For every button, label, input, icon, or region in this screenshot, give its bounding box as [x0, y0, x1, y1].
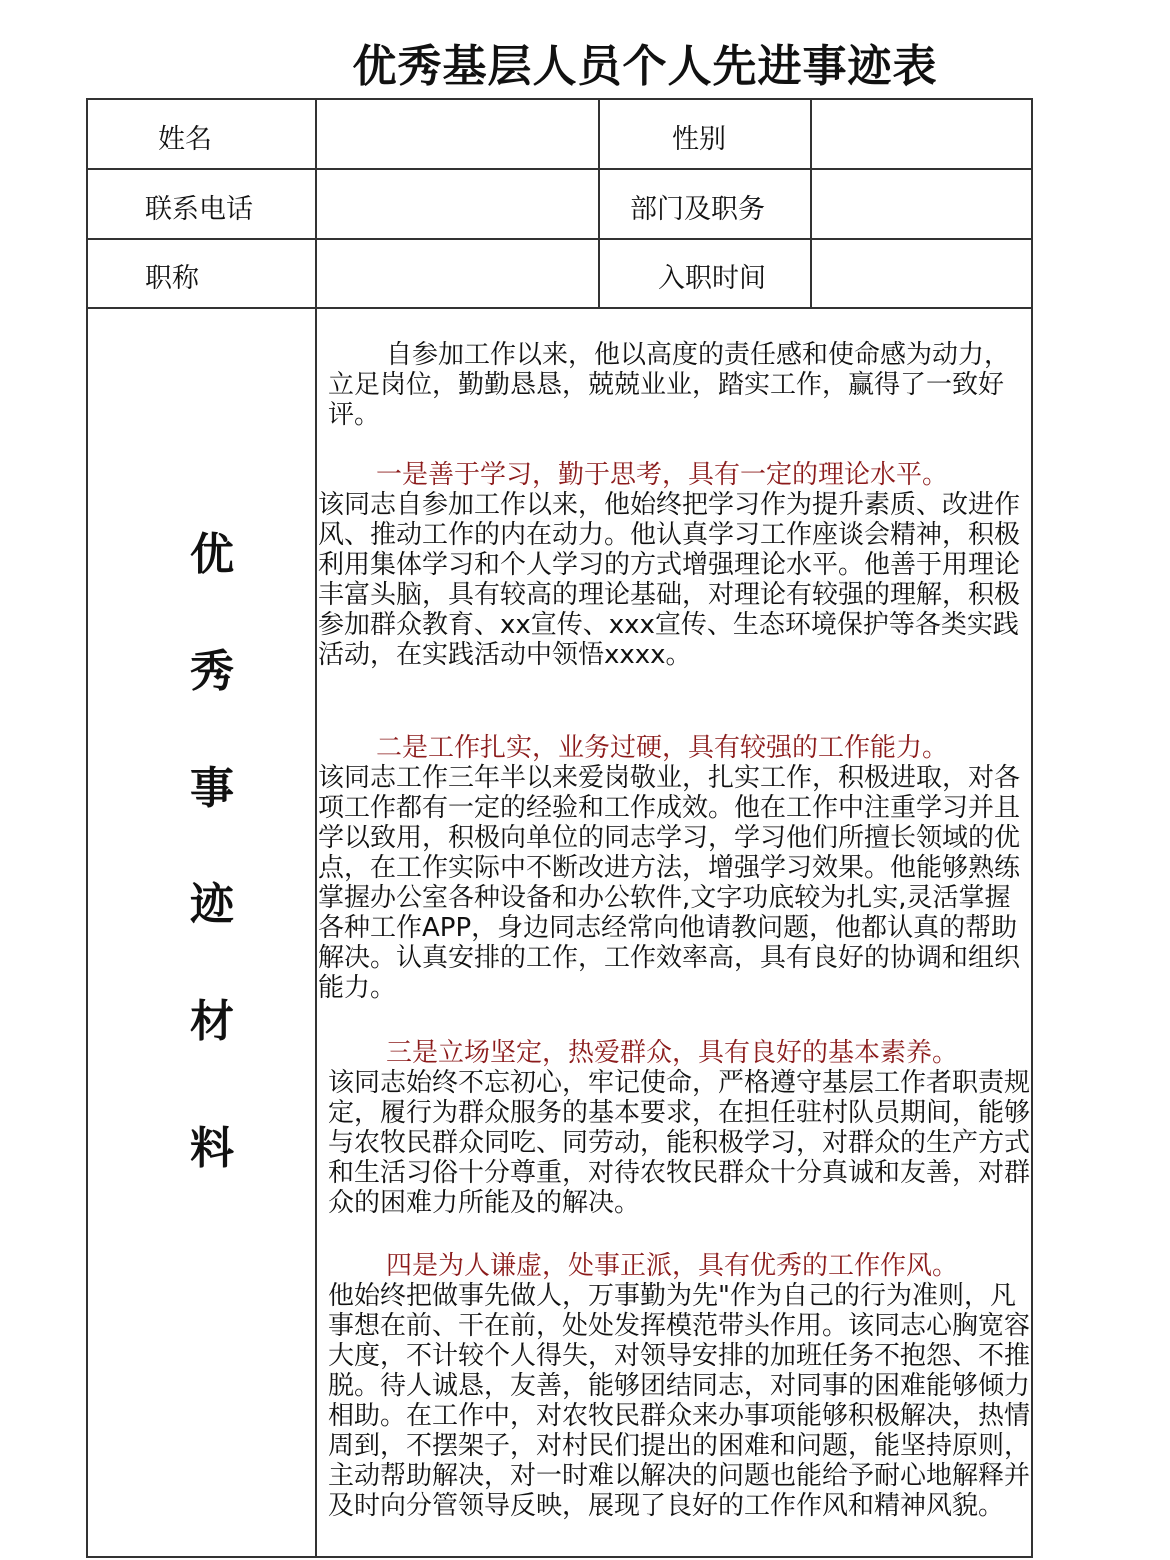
column-divider: [810, 98, 812, 309]
side-label-char: 迹: [190, 879, 234, 930]
side-label-char: 优: [190, 529, 234, 580]
row-divider: [86, 168, 1033, 170]
table-border-top: [86, 98, 1033, 100]
title-rank-label: 职称: [145, 263, 199, 294]
side-label-char: 秀: [190, 646, 234, 697]
side-label-char: 料: [190, 1123, 234, 1174]
section-heading: 四是为人谦虚，处事正派，具有优秀的工作作风。: [386, 1251, 959, 1281]
column-divider: [598, 98, 600, 309]
page-title: 优秀基层人员个人先进事迹表: [352, 41, 938, 92]
table-border-bottom: [86, 1556, 1033, 1558]
section-heading: 三是立场坚定，热爱群众，具有良好的基本素养。: [386, 1038, 959, 1068]
section-body: 他始终把做事先做人，万事勤为先"作为自己的行为准则，凡事想在前、干在前，处处发挥模范带头作用。该同志心胸宽容大度，不计较个人得失，对领导安排的加班任务不抱怨、不推脱。待人诚恳，友善，能够团结同志，对同事的困难能够倾力相助。在工作中，对农牧民群众来办事项能够积极解决，热情周到，不摆架子，对村民们提出的困难和问题，能坚持原则，主动帮助解决，对一时难以解决的问题也能给予耐心地解释并及时向分管领导反映，展现了良好的工作作风和精神风貌。: [328, 1281, 1031, 1521]
name-label: 姓名: [158, 124, 212, 155]
column-divider: [315, 98, 317, 1558]
section-body: 该同志工作三年半以来爱岗敬业，扎实工作，积极进取，对各项工作都有一定的经验和工作成效。他在工作中注重学习并且学以致用，积极向单位的同志学习，学习他们所擅长领域的优点，在工作实际中不断改进方法，增强学习效果。他能够熟练掌握办公室各种设备和办公软件,文字功底较为扎实,灵活掌握各种工作APP，身边同志经常向他请教问题，他都认真的帮助解决。认真安排的工作，工作效率高，具有良好的协调和组织能力。: [318, 763, 1021, 1003]
section-1: [318, 460, 1033, 670]
section-heading: 一是善于学习，勤于思考，具有一定的理论水平。: [376, 460, 949, 490]
hire-date-label: 入职时间: [658, 263, 766, 294]
section-body: 该同志自参加工作以来，他始终把学习作为提升素质、改进作风、推动工作的内在动力。他认真学习工作座谈会精神，积极利用集体学习和个人学习的方式增强理论水平。他善于用理论丰富头脑，具有较高的理论基础，对理论有较强的理解，积极参加群众教育、xx宣传、xxx宣传、生态环境保护等各类实践活动，在实践活动中领悟xxxx。: [318, 490, 1021, 670]
section-4: [328, 1251, 1033, 1521]
row-divider: [86, 238, 1033, 240]
gender-label: 性别: [672, 124, 726, 155]
section-heading: 二是工作扎实，业务过硬，具有较强的工作能力。: [376, 733, 949, 763]
intro-paragraph: 自参加工作以来，他以高度的责任感和使命感为动力，立足岗位，勤勤恳恳，兢兢业业，踏实工作，赢得了一致好评。: [328, 340, 1011, 430]
section-3: [328, 1038, 1033, 1218]
section-2: [318, 733, 1033, 1003]
row-divider: [86, 307, 1033, 309]
table-border-left: [86, 98, 88, 1558]
department-position-label: 部门及职务: [630, 194, 765, 225]
side-label-char: 事: [190, 763, 234, 814]
section-body: 该同志始终不忘初心，牢记使命，严格遵守基层工作者职责规定，履行为群众服务的基本要求，在担任驻村队员期间，能够与农牧民群众同吃、同劳动，能积极学习，对群众的生产方式和生活习俗十分尊重，对待农牧民群众十分真诚和友善，对群众的困难力所能及的解决。: [328, 1068, 1031, 1218]
side-label-char: 材: [190, 996, 234, 1047]
phone-label: 联系电话: [145, 194, 253, 225]
